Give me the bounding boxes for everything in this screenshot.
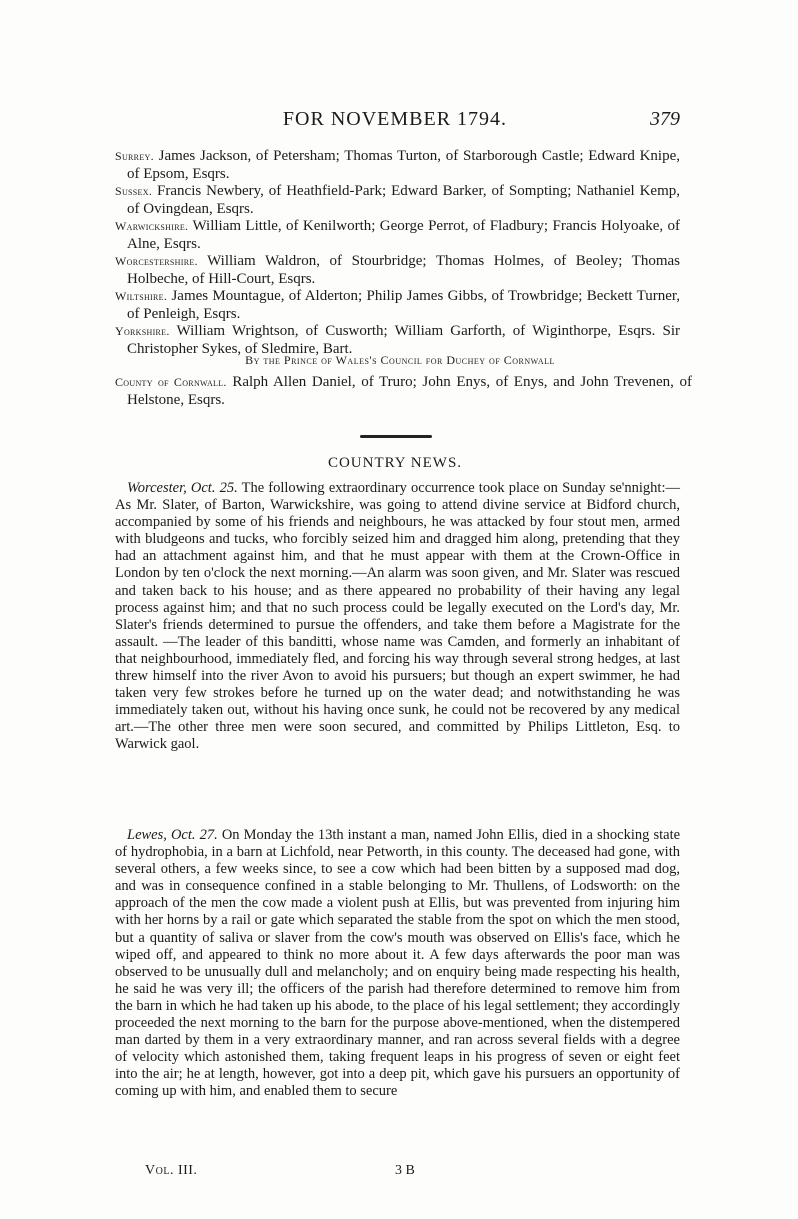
page-footer: [145, 1163, 645, 1183]
sheriff-entry: [115, 253, 680, 288]
section-divider: [360, 435, 432, 438]
sheriff-entry: [115, 183, 680, 218]
news-article: [115, 480, 680, 754]
entry-text: William Waldron, of Stourbridge; Thomas Holmes, of Beoley; Thomas Holbeche, of Hill-Court, Esqrs.: [127, 253, 680, 287]
entry-text: James Jackson, of Petersham; Thomas Turton, of Starborough Castle; Edward Knipe, of Epsom, Esqrs.: [127, 148, 680, 182]
county-name: County of Cornwall.: [115, 375, 227, 389]
sheriff-list: [115, 148, 680, 358]
sheriff-entry: [115, 148, 680, 183]
sheriff-entry: [115, 288, 680, 323]
entry-text: Ralph Allen Daniel, of Truro; John Enys, of Enys, and John Trevenen, of Helstone, Esqrs.: [127, 374, 693, 408]
sheriff-entry: [115, 218, 680, 253]
running-title: FOR NOVEMBER 1794.: [282, 108, 508, 130]
signature-mark: 3 B: [395, 1163, 415, 1178]
article-body: On Monday the 13th instant a man, named John Ellis, died in a shocking state of hydrophobia, in a barn at Lichfold, near Petworth, in this county. The deceased had gone, with several others, a few weeks since, to see a cow which had been bitten by a supposed mad dog, and was in consequence confined in a stable belonging to Mr. Thullens, of Lodsworth: on the approach of the men the cow made a violent push at Ellis, but was prevented from injuring him with her horns by a rail or gate which separated the stable from the spot on which the men stood, but a quantity of saliva or slaver from the cow's mouth was observed on Ellis's face, which he wiped off, and appeared to think no more about it. A few days afterwards the poor man was observed to be unusually dull and melancholy; and on enquiry being made respecting his health, he said he was very ill; the officers of the parish had therefore determined to remove him from the barn in which he had taken up his abode, to the place of his legal settlement; they accordingly proceeded the next morning to the barn for the purpose above-mentioned, when the distempered man darted by them in a very extraordinary manner, and ran across several fields with a degree of velocity which astonished them, taking frequent leaps in his progress of seven or eight feet into the air; he at length, however, got into a deep pit, which gave his pursuers an opportunity of coming up with him, and enabled them to secure: [115, 827, 681, 1100]
county-name: Yorkshire.: [115, 324, 170, 338]
county-name: Sussex.: [115, 184, 153, 198]
entry-text: William Little, of Kenilworth; George Perrot, of Fladbury; Francis Holyoake, of Alne, Esqrs.: [127, 218, 680, 252]
county-name: Warwickshire.: [115, 219, 189, 233]
county-name: Wiltshire.: [115, 289, 168, 303]
entry-text: James Mountague, of Alderton; Philip James Gibbs, of Trowbridge; Beckett Turner, of Penleigh, Esqrs.: [127, 288, 681, 322]
entry-text: William Wrightson, of Cusworth; William Garforth, of Wiginthorpe, Esqrs. Sir Christopher Sykes, of Sledmire, Bart.: [127, 323, 680, 357]
running-header: [110, 108, 680, 138]
news-article: [115, 827, 680, 1101]
county-name: Worcestershire.: [115, 254, 198, 268]
council-heading: By the Prince of Wales's Council for Duchey of Cornwall: [245, 353, 555, 367]
page-number: 379: [650, 108, 680, 130]
article-dateline: Lewes, Oct. 27.: [127, 827, 218, 843]
section-title: COUNTRY NEWS.: [327, 455, 463, 471]
county-name: Surrey.: [115, 149, 154, 163]
cornwall-entry: [115, 374, 692, 409]
volume-label: Vol. III.: [145, 1163, 198, 1178]
article-dateline: Worcester, Oct. 25.: [127, 480, 238, 496]
article-body: The following extraordinary occurrence took place on Sunday se'nnight:—As Mr. Slater, of Barton, Warwickshire, was going to attend divine service at Bidford church, accompanied by some of his friends and neighbours, he was attacked by four stout men, armed with bludgeons and tucks, who forcibly seized him and dragged him along, pretending that they had an attachment against him, and that he must appear with them at the Crown-Office in London by ten o'clock the next morning.—An alarm was soon given, and Mr. Slater was rescued and taken back to his house; and as there appeared no probability of their having any legal process against him; and that no such process could be legally executed on the Lord's day, Mr. Slater's friends determined to pursue the offenders, and take them before a Magistrate for the assault. —The leader of this banditti, whose name was Camden, and formerly an inhabitant of that neighbourhood, immediately fled, and forcing his way through several strong hedges, at last threw himself into the river Avon to avoid his pursuers; but though an expert swimmer, he had taken very few strokes before he turned up on the water dead; and notwithstanding he was immediately taken out, without his having once sunk, he could not be recovered by any medical art.—The other three men were soon secured, and committed by Philips Littleton, Esq. to Warwick gaol.: [115, 480, 680, 753]
entry-text: Francis Newbery, of Heathfield-Park; Edward Barker, of Sompting; Nathaniel Kemp, of Ovingdean, Esqrs.: [127, 183, 680, 217]
